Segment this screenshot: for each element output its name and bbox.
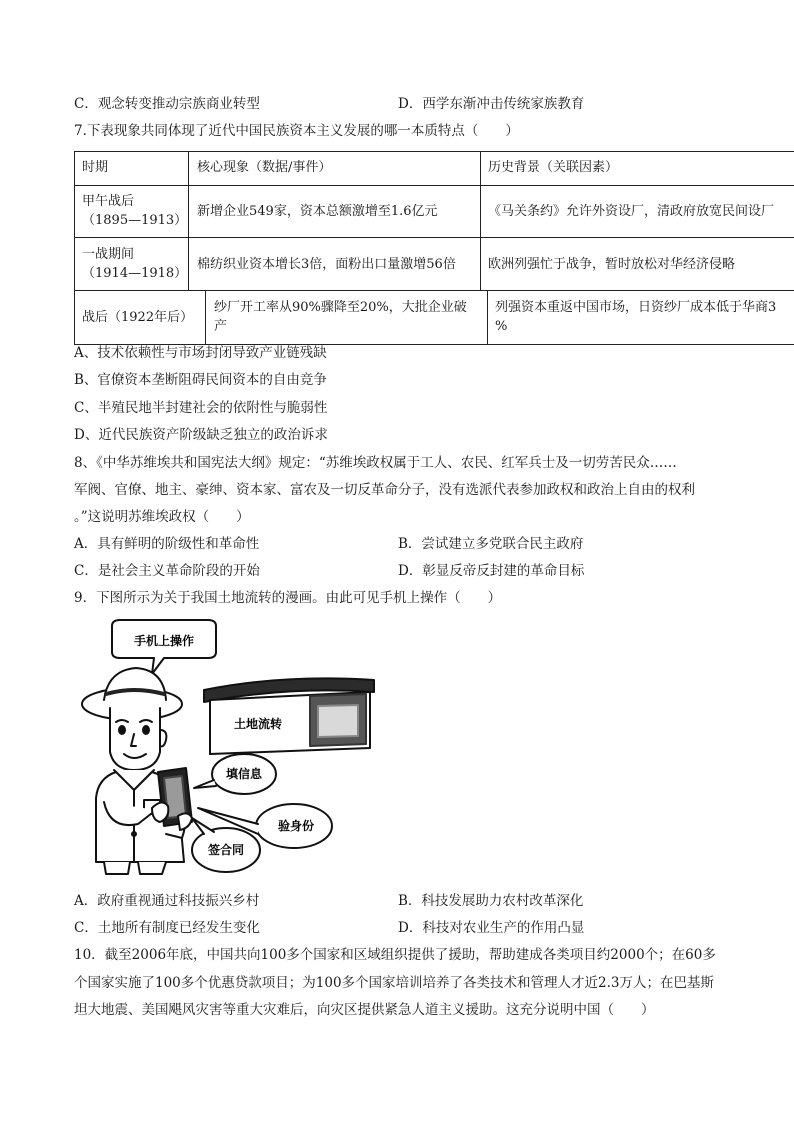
q8-option-d: D．彰显反帝反封建的革命目标 — [398, 563, 585, 579]
q6-option-c: C．观念转变推动宗族商业转型 — [74, 96, 260, 112]
row2-background: 欧洲列强忙于战争，暂时放松对华经济侵略 — [488, 257, 736, 272]
q7-option-d: D、近代民族资产阶级缺乏独立的政治诉求 — [74, 427, 328, 443]
q7-stem: 7.下表现象共同体现了近代中国民族资本主义发展的哪一本质特点（ ） — [74, 123, 519, 139]
q10-line1: 10．截至2006年底，中国共向100多个国家和区域组织提供了援助，帮助建成各类项目约2000个；在60多 — [74, 947, 716, 963]
row3-background-line2: % — [495, 319, 508, 334]
table-header-period: 时期 — [82, 160, 109, 175]
q9-option-d: D．科技对农业生产的作用凸显 — [398, 920, 585, 936]
cartoon-illustration — [74, 612, 384, 884]
table-header-background: 历史背景（关联因素） — [488, 160, 619, 175]
q9-option-c: C．土地所有制度已经发生变化 — [74, 920, 260, 936]
table-header-phenomenon: 核心现象（数据/事件） — [197, 160, 332, 175]
cartoon-top-bubble-text: 手机上操作 — [133, 634, 195, 648]
row2-period-line2: （1914—1918） — [82, 266, 188, 281]
row3-period: 战后（1922年后） — [82, 310, 194, 325]
row3-background-line1: 列强资本重返中国市场，日资纱厂成本低于华商3 — [495, 300, 777, 315]
q8-stem-line2: 军阀、官僚、地主、豪绅、资本家、富农及一切反革命分子，没有选派代表参加政权和政治上自由的权利 — [74, 482, 695, 498]
row1-phenomenon: 新增企业549家，资本总额激增至1.6亿元 — [197, 204, 438, 219]
q9-option-a: A．政府重视通过科技振兴乡村 — [74, 893, 260, 909]
row3-phenomenon-line2: 产 — [214, 319, 228, 334]
cartoon-bubble-fill-info: 填信息 — [225, 767, 263, 781]
q8-option-c: C．是社会主义革命阶段的开始 — [74, 563, 260, 579]
land-transfer-cartoon — [74, 612, 384, 884]
q6-option-d: D．西学东渐冲击传统家族教育 — [398, 96, 585, 112]
row1-background: 《马关条约》允许外资设厂，清政府放宽民间设厂 — [488, 204, 775, 219]
q8-stem-line3: 。”这说明苏维埃政权（ ） — [74, 509, 250, 525]
q8-option-a: A．具有鲜明的阶级性和革命性 — [74, 536, 260, 552]
row2-period-line1: 一战期间 — [82, 247, 135, 262]
q10-line3: 坦大地震、美国飓风灾害等重大灾难后，向灾区提供紧急人道主义援助。这充分说明中国（ ） — [74, 1002, 655, 1018]
q8-stem-line1: 8、《中华苏维埃共和国宪法大纲》规定：“苏维埃政权属于工人、农民、红军兵士及一切劳苦民众…… — [74, 455, 677, 471]
q7-table — [74, 151, 794, 345]
cartoon-bubble-verify-id: 验身份 — [277, 819, 315, 833]
row1-period-line2: （1895—1913） — [82, 213, 188, 228]
q7-option-c: C、半殖民地半封建社会的依附性与脆弱性 — [74, 400, 328, 416]
cartoon-sign-text: 土地流转 — [233, 717, 283, 731]
q9-stem: 9．下图所示为关于我国土地流转的漫画。由此可见手机上操作（ ） — [74, 590, 502, 606]
cartoon-bubble-sign-contract: 签合同 — [207, 843, 245, 857]
row2-phenomenon: 棉纺织业资本增长3倍，面粉出口量激增56倍 — [197, 257, 456, 272]
row1-period-line1: 甲午战后 — [82, 194, 135, 209]
q7-option-b: B、官僚资本垄断阻碍民间资本的自由竞争 — [74, 372, 327, 388]
q8-option-b: B．尝试建立多党联合民主政府 — [398, 536, 584, 552]
row3-phenomenon-line1: 纱厂开工率从90%骤降至20%，大批企业破 — [214, 300, 467, 315]
q7-option-a: A、技术依赖性与市场封闭导致产业链残缺 — [74, 345, 327, 361]
q9-option-b: B．科技发展助力农村改革深化 — [398, 893, 584, 909]
q10-line2: 个国家实施了100多个优惠贷款项目；为100多个国家培训培养了各类技术和管理人才近2.3万人；在巴基斯 — [74, 975, 715, 991]
